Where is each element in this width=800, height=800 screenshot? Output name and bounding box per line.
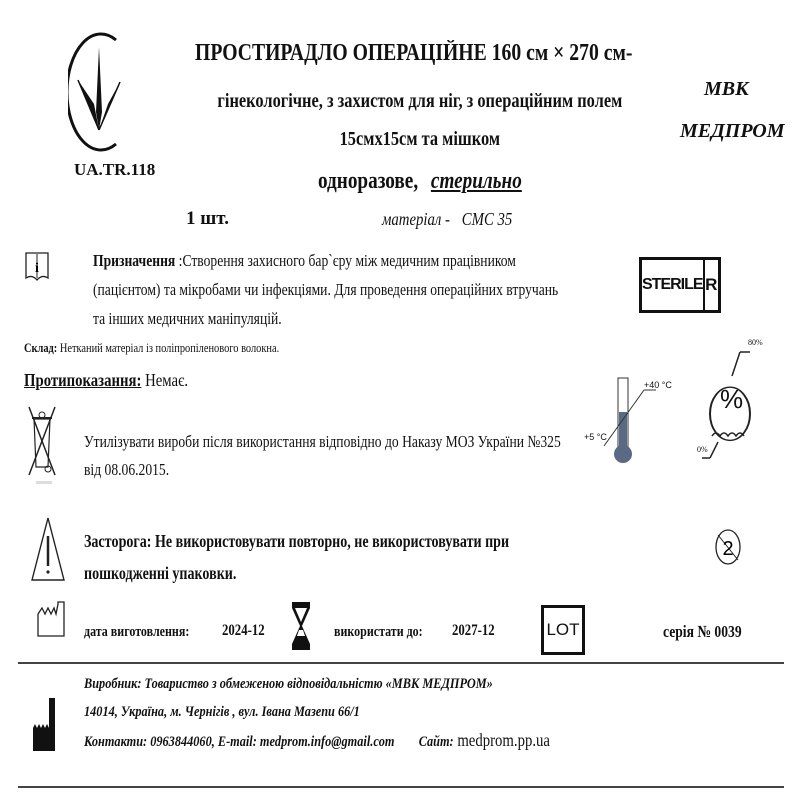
- product-title-line3: 15смх15см та мішком: [339, 128, 501, 150]
- humidity-min-label: 0%: [697, 445, 708, 454]
- material: [382, 209, 541, 230]
- manufacturer-contacts[interactable]: Контакти: 0963844060, E-mail: medprom.info@gmail.com: [84, 734, 395, 750]
- expiry-date-value: 2027-12: [452, 622, 495, 639]
- manufacturer-factory-icon: [32, 696, 56, 752]
- temp-max-label: +40 °C: [644, 380, 672, 390]
- sterile-text: стерильно: [430, 168, 522, 194]
- purpose-line1: :Створення захисного бар`єру між медичним працівником: [175, 251, 516, 270]
- divider-top: [18, 662, 784, 664]
- composition-label: Склад:: [24, 340, 58, 355]
- disposal-line2: від 08.06.2015.: [84, 460, 170, 479]
- material-label: матеріал -: [382, 209, 450, 229]
- manufacturer-block: [84, 670, 652, 756]
- lot-symbol: LOT: [541, 605, 585, 655]
- contraindications: [24, 370, 224, 391]
- disposable-sterile-line: [318, 168, 573, 195]
- instructions-info-icon: [24, 250, 50, 284]
- contraindications-text: Немає.: [141, 370, 189, 390]
- purpose-line3: та інших медичних маніпуляцій.: [93, 309, 282, 328]
- series-label: серія №: [663, 622, 712, 641]
- manufacture-date-value: 2024-12: [222, 622, 265, 639]
- svg-text:i: i: [35, 261, 39, 276]
- caution-text: [84, 525, 629, 589]
- humidity-max-label: 80%: [748, 338, 763, 347]
- purpose-line2: (пацієнтом) та мікробами чи інфекціями. Для проведення операційних втручань: [93, 280, 559, 299]
- sterile-badge-label: STERILE: [642, 276, 703, 293]
- material-value: СМС 35: [461, 209, 513, 229]
- certification-code: UA.TR.118: [74, 160, 156, 179]
- manufacture-date-icon: [36, 600, 66, 638]
- purpose-block: [93, 246, 675, 333]
- composition-text: Нетканий матеріал із поліпропіленового волокна.: [57, 340, 280, 355]
- caution-warning-icon: [30, 516, 66, 582]
- series-number: [663, 622, 761, 642]
- manufacture-date-label: дата виготовлення:: [84, 624, 190, 640]
- svg-text:2: 2: [722, 538, 734, 560]
- purpose-label: Призначення: [93, 251, 176, 270]
- disposable-text: одноразове,: [318, 168, 419, 194]
- humidity-symbol: %: [720, 384, 744, 414]
- sterile-badge-method: R: [703, 260, 718, 310]
- temp-min-label: +5 °C: [584, 432, 607, 442]
- contraindications-label: Протипоказання:: [24, 370, 142, 390]
- crossed-bin-icon: [26, 405, 58, 485]
- disposal-line1: Утилізувати вироби після використання відповідно до Наказу МОЗ України №325: [84, 432, 561, 451]
- brand-line2: МЕДПРОМ: [680, 120, 785, 142]
- composition: [24, 340, 343, 356]
- disposal-text: [84, 428, 680, 484]
- caution-line1: Застoрога: Не використовувати повторно, не використовувати при: [84, 531, 510, 551]
- manufacturer-name: Виробник: Товариство з обмеженою відповідальністю «МВК МЕДПРОМ»: [84, 676, 493, 692]
- caution-line2: пошкодженні упаковки.: [84, 563, 237, 583]
- manufacturer-address: 14014, Україна, м. Чернігів , вул. Івана Мазепи 66/1: [84, 704, 360, 720]
- expiry-hourglass-icon: [291, 600, 311, 652]
- quantity: 1 шт.: [186, 208, 229, 229]
- sterile-r-badge: [639, 257, 721, 313]
- do-not-reuse-icon: [714, 527, 742, 567]
- divider-bottom: [18, 786, 784, 788]
- expiry-date-label: використати до:: [334, 624, 423, 640]
- series-value: 0039: [714, 622, 742, 641]
- product-title-line2: гінекологічне, з захистом для ніг, з операційним полем: [217, 90, 623, 112]
- site-link[interactable]: medprom.pp.ua: [453, 730, 550, 750]
- product-title-line1: ПРОСТИРАДЛО ОПЕРАЦІЙНЕ 160 см × 270 см-: [195, 40, 633, 66]
- site-label: Сайт:: [418, 734, 454, 750]
- brand-line1: МВК: [704, 78, 749, 100]
